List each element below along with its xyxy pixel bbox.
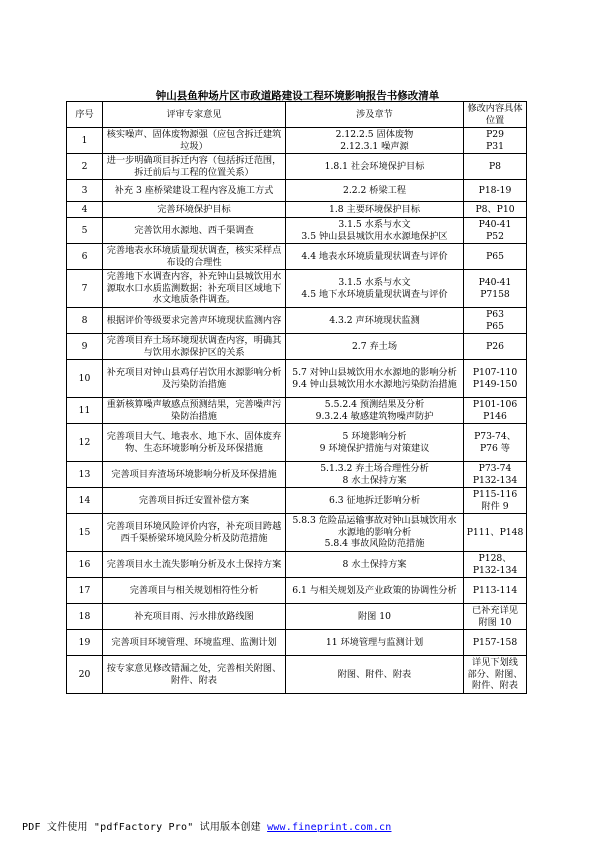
table-row: [67, 308, 527, 334]
row-location: P63 P65: [464, 308, 527, 334]
table-row: [67, 656, 527, 694]
row-opinion: 重新核算噪声敏感点预测结果，完善噪声污染防治措施: [103, 398, 286, 424]
table-row: [67, 424, 527, 462]
table-row: [67, 128, 527, 154]
row-opinion: 补充项目对钟山县鸡仔岩饮用水源影响分析及污染防治措施: [103, 360, 286, 398]
row-location: P65: [464, 244, 527, 270]
row-location: P40-41 P7158: [464, 270, 527, 308]
table-body: [67, 128, 527, 694]
row-location: P18-19: [464, 180, 527, 202]
row-opinion: 完善项目弃渣场环境影响分析及环保措施: [103, 462, 286, 488]
table-row: [67, 202, 527, 218]
table-row: [67, 360, 527, 398]
row-number: 11: [67, 398, 103, 424]
row-chapter: 2.2.2 桥梁工程: [286, 180, 464, 202]
row-chapter: 4.3.2 声环境现状监测: [286, 308, 464, 334]
row-opinion: 完善地下水调查内容，补充钟山县城饮用水源取水口水质监测数据；补充项目区域地下水文地质条件调查。: [103, 270, 286, 308]
row-chapter: 4.4 地表水环境质量现状调查与评价: [286, 244, 464, 270]
row-number: 2: [67, 154, 103, 180]
table-header-row: [67, 102, 527, 128]
row-chapter: 8 水土保持方案: [286, 552, 464, 578]
row-location: P8、P10: [464, 202, 527, 218]
row-location: P26: [464, 334, 527, 360]
row-opinion: 完善项目环境管理、环境监理、监测计划: [103, 630, 286, 656]
row-number: 18: [67, 604, 103, 630]
table-row: [67, 630, 527, 656]
footer: [22, 818, 392, 833]
row-number: 6: [67, 244, 103, 270]
row-number: 12: [67, 424, 103, 462]
row-number: 1: [67, 128, 103, 154]
table-row: [67, 270, 527, 308]
row-number: 10: [67, 360, 103, 398]
row-location: P73-74 P132-134: [464, 462, 527, 488]
table-row: [67, 398, 527, 424]
row-opinion: 完善环境保护目标: [103, 202, 286, 218]
table-row: [67, 244, 527, 270]
row-chapter: 2.12.2.5 固体废物 2.12.3.1 噪声源: [286, 128, 464, 154]
row-opinion: 完善项目环境风险评价内容，补充项目跨越西千渠桥梁环境风险分析及防范措施: [103, 514, 286, 552]
row-opinion: 补充项目雨、污水排放路线图: [103, 604, 286, 630]
row-chapter: 1.8.1 社会环境保护目标: [286, 154, 464, 180]
row-location: P29 P31: [464, 128, 527, 154]
row-chapter: 5.8.3 危险品运输事故对钟山县城饮用水水源地的影响分析 5.8.4 事故风险防范措施: [286, 514, 464, 552]
table-row: [67, 154, 527, 180]
row-opinion: 完善地表水环境质量现状调查，核实采样点布设的合理性: [103, 244, 286, 270]
footer-link[interactable]: www.fineprint.com.cn: [267, 822, 392, 833]
row-chapter: 6.1 与相关规划及产业政策的协调性分析: [286, 578, 464, 604]
row-location: P8: [464, 154, 527, 180]
row-chapter: 5.7 对钟山县城饮用水水源地的影响分析 9.4 钟山县城饮用水水源地污染防治措施: [286, 360, 464, 398]
header-no: 序号: [67, 102, 103, 128]
row-opinion: 完善项目与相关规划相符性分析: [103, 578, 286, 604]
row-opinion: 根据评价等级要求完善声环境现状监测内容: [103, 308, 286, 334]
row-location: P128、 P132-134: [464, 552, 527, 578]
row-chapter: 6.3 征地拆迁影响分析: [286, 488, 464, 514]
row-chapter: 5 环境影响分析 9 环境保护措施与对策建议: [286, 424, 464, 462]
row-opinion: 按专家意见修改错漏之处，完善相关附图、附件、附表: [103, 656, 286, 694]
row-number: 4: [67, 202, 103, 218]
row-number: 8: [67, 308, 103, 334]
table-row: [67, 578, 527, 604]
row-location: P40-41 P52: [464, 218, 527, 244]
table-row: [67, 604, 527, 630]
row-location: 详见下划线 部分、附图、 附件、附表: [464, 656, 527, 694]
row-number: 15: [67, 514, 103, 552]
header-location: 修改内容具体位置: [464, 102, 527, 128]
row-opinion: 进一步明确项目拆迁内容（包括拆迁范围，拆迁前后与工程的位置关系）: [103, 154, 286, 180]
row-number: 7: [67, 270, 103, 308]
row-location: P101-106 P146: [464, 398, 527, 424]
footer-text: PDF 文件使用 "pdfFactory Pro" 试用版本创建: [22, 822, 268, 833]
row-location: 已补充详见 附图 10: [464, 604, 527, 630]
row-location: P113-114: [464, 578, 527, 604]
header-opinion: 评审专家意见: [103, 102, 286, 128]
table-row: [67, 180, 527, 202]
row-opinion: 完善饮用水源地、西千渠调查: [103, 218, 286, 244]
row-number: 17: [67, 578, 103, 604]
revision-table: [66, 101, 527, 694]
row-opinion: 完善项目水土流失影响分析及水土保持方案: [103, 552, 286, 578]
row-chapter: 附图 10: [286, 604, 464, 630]
table-row: [67, 552, 527, 578]
row-number: 19: [67, 630, 103, 656]
document-title: 钟山县鱼种场片区市政道路建设工程环境影响报告书修改清单: [155, 90, 440, 102]
table-row: [67, 218, 527, 244]
row-number: 3: [67, 180, 103, 202]
header-chapter: 涉及章节: [286, 102, 464, 128]
row-number: 9: [67, 334, 103, 360]
table-row: [67, 462, 527, 488]
row-location: P111、P148: [464, 514, 527, 552]
row-number: 20: [67, 656, 103, 694]
row-number: 13: [67, 462, 103, 488]
row-chapter: 1.8 主要环境保护目标: [286, 202, 464, 218]
table-row: [67, 514, 527, 552]
table-row: [67, 488, 527, 514]
row-chapter: 5.5.2.4 预测结果及分析 9.3.2.4 敏感建筑物噪声防护: [286, 398, 464, 424]
row-location: P107-110 P149-150: [464, 360, 527, 398]
row-chapter: 3.1.5 水系与水文 3.5 钟山县县城饮用水水源地保护区: [286, 218, 464, 244]
table-row: [67, 334, 527, 360]
row-number: 16: [67, 552, 103, 578]
row-location: P73-74、 P76 等: [464, 424, 527, 462]
row-number: 5: [67, 218, 103, 244]
row-opinion: 核实噪声、固体废物源强（应包含拆迁建筑垃圾）: [103, 128, 286, 154]
row-opinion: 完善项目拆迁安置补偿方案: [103, 488, 286, 514]
row-opinion: 完善项目弃土场环境现状调查内容，明确其与饮用水源保护区的关系: [103, 334, 286, 360]
row-opinion: 完善项目大气、地表水、地下水、固体废弃物、生态环境影响分析及环保措施: [103, 424, 286, 462]
row-chapter: 附图、附件、附表: [286, 656, 464, 694]
row-opinion: 补充 3 座桥梁建设工程内容及施工方式: [103, 180, 286, 202]
row-chapter: 5.1.3.2 弃土场合理性分析 8 水土保持方案: [286, 462, 464, 488]
row-number: 14: [67, 488, 103, 514]
row-location: P157-158: [464, 630, 527, 656]
row-chapter: 11 环境管理与监测计划: [286, 630, 464, 656]
row-location: P115-116 附件 9: [464, 488, 527, 514]
row-chapter: 2.7 弃土场: [286, 334, 464, 360]
row-chapter: 3.1.5 水系与水文 4.5 地下水环境质量现状调查与评价: [286, 270, 464, 308]
